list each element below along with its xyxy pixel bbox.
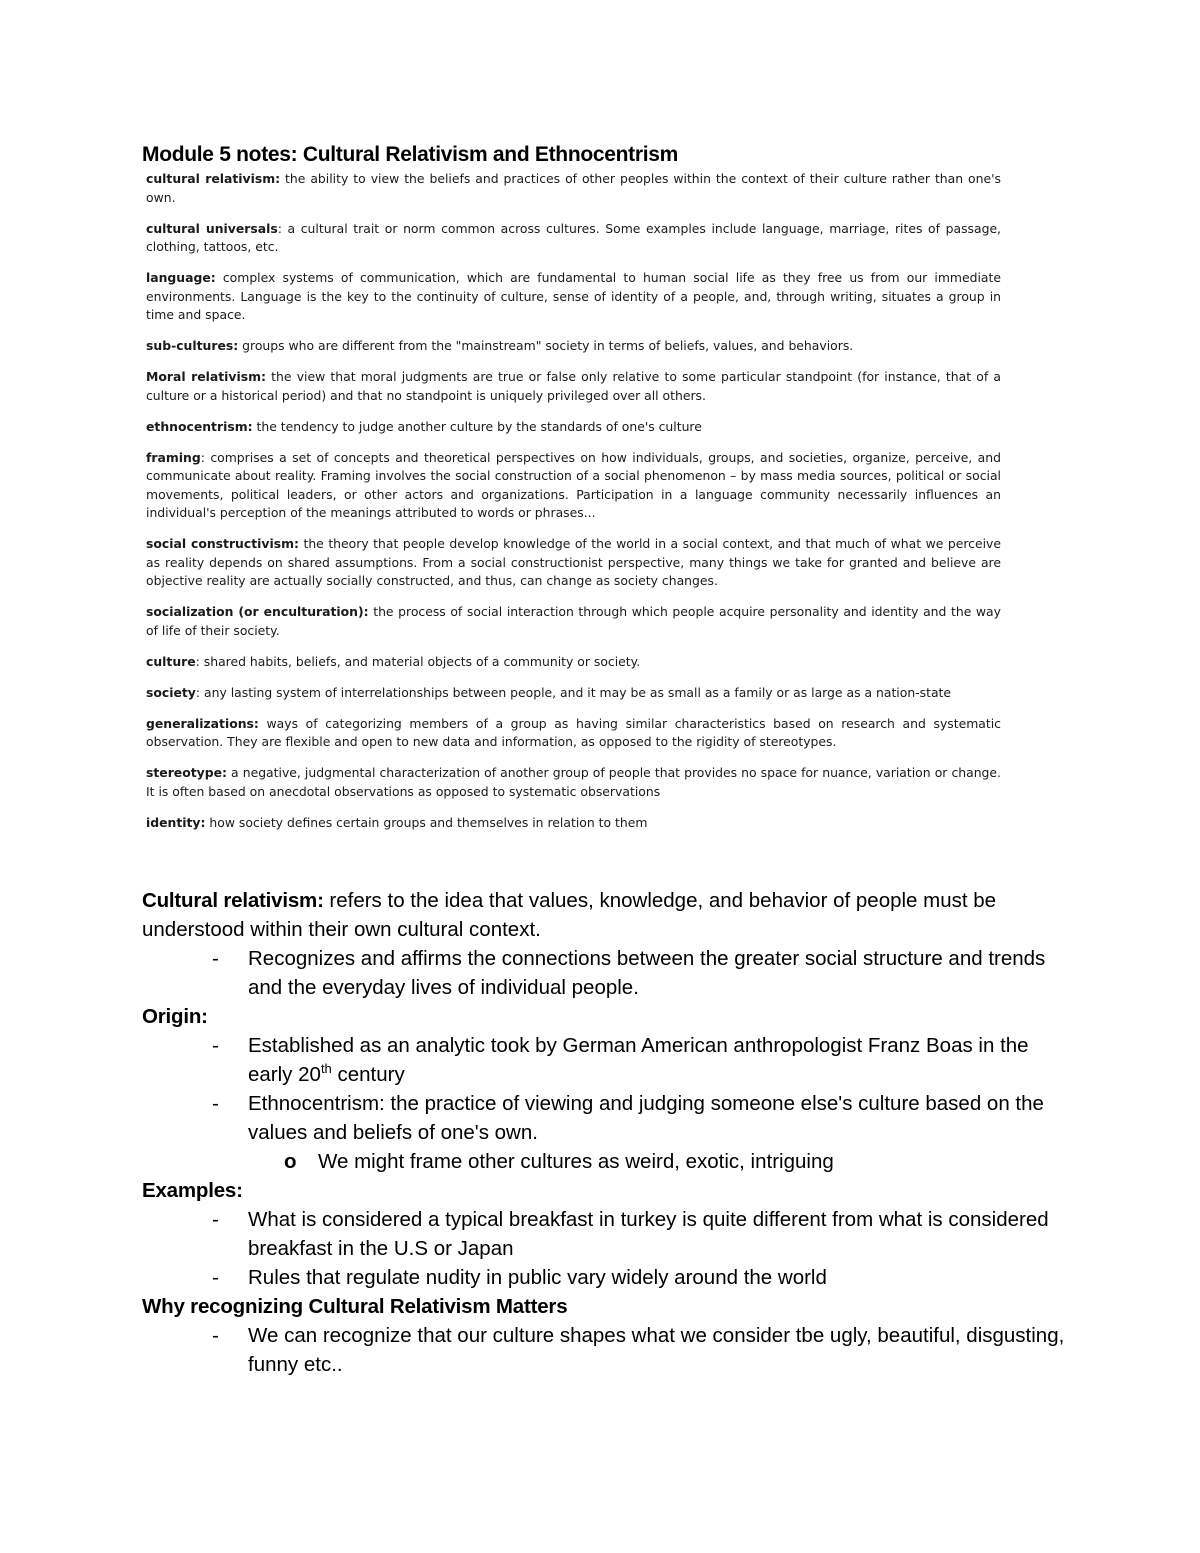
glossary-definition: the process of social interaction through which people acquire personality and identity and the way of life of their society. — [146, 604, 1001, 638]
glossary-entry — [146, 337, 1001, 356]
glossary-entry — [146, 368, 1001, 405]
glossary-definition: : any lasting system of interrelationships between people, and it may be as small as a family or as large as a nation-state — [195, 684, 952, 700]
glossary-definition: groups who are different from the "mainstream" society in terms of beliefs, values, and behaviors. — [238, 338, 854, 353]
glossary-term: cultural universals — [146, 220, 278, 236]
glossary-definition: : a cultural trait or norm common across cultures. Some examples include language, marriage, rites of passage, clothing, tattoos, etc. — [146, 220, 1001, 254]
glossary-entry — [146, 814, 1001, 833]
glossary-entry — [146, 535, 1001, 591]
glossary-entry — [146, 603, 1001, 640]
glossary-definition: how society defines certain groups and themselves in relation to them — [205, 814, 648, 830]
sub-list-item-text: We might frame other cultures as weird, exotic, intriguing — [318, 1150, 834, 1173]
glossary-term: social constructivism: — [146, 536, 299, 551]
glossary-entry — [146, 170, 1001, 207]
glossary-list — [146, 170, 1001, 845]
list-item-text: century — [331, 1063, 405, 1086]
list-item-text: Recognizes and affirms the connections between the greater social structure and trends and the everyday lives of individual people. — [248, 947, 1046, 999]
list-item-text: Ethnocentrism: the practice of viewing and judging someone else's culture based on the values and beliefs of one's own. — [248, 1092, 1044, 1144]
dash-bullet: - — [212, 1208, 219, 1231]
page-title: Module 5 notes: Cultural Relativism and Ethnocentrism — [142, 143, 679, 166]
glossary-term: Moral relativism: — [146, 369, 266, 384]
glossary-term: stereotype: — [146, 765, 227, 780]
glossary-term: sub-cultures: — [146, 338, 239, 353]
dash-bullet: - — [212, 1092, 219, 1115]
glossary-definition: the ability to view the beliefs and practices of other peoples within the context of their culture rather than one's own. — [146, 171, 1001, 205]
circle-bullet: o — [284, 1150, 297, 1173]
glossary-entry — [146, 220, 1001, 257]
list-item — [142, 1263, 1072, 1292]
glossary-entry — [146, 653, 1001, 672]
why-heading: Why recognizing Cultural Relativism Matters — [142, 1295, 568, 1318]
glossary-entry — [146, 715, 1001, 752]
glossary-entry — [146, 764, 1001, 801]
glossary-term: cultural relativism: — [146, 171, 281, 186]
cultural-relativism-text: refers to the idea that values, knowledge, and behavior of people must be understood within their own cultural context. — [142, 889, 997, 941]
origin-heading: Origin: — [142, 1005, 208, 1028]
cultural-relativism-term: Cultural relativism: — [142, 889, 324, 912]
glossary-entry — [146, 684, 1001, 703]
glossary-definition: : shared habits, beliefs, and material objects of a community or society. — [195, 653, 641, 669]
list-item-text: Rules that regulate nudity in public vary widely around the world — [248, 1266, 827, 1289]
list-item — [142, 944, 1072, 1002]
superscript: th — [320, 1061, 332, 1076]
list-item-text: Established as an analytic took by German American anthropologist Franz Boas in the early 20 — [248, 1034, 1029, 1086]
glossary-definition: ways of categorizing members of a group as having similar characteristics based on research and systematic observation. They are flexible and open to new data and information, as opposed to the rigidity of stereotypes. — [146, 715, 1001, 749]
list-item — [142, 1031, 1072, 1089]
glossary-term: ethnocentrism: — [146, 418, 253, 434]
glossary-term: language: — [146, 270, 216, 285]
dash-bullet: - — [212, 1324, 219, 1347]
notes-section — [142, 886, 1072, 1379]
dash-bullet: - — [212, 947, 219, 970]
glossary-entry — [146, 418, 1001, 437]
glossary-term: framing — [146, 449, 201, 465]
glossary-entry — [146, 449, 1001, 523]
list-item — [142, 1089, 1072, 1147]
sub-list-item — [142, 1147, 1072, 1176]
glossary-entry — [146, 269, 1001, 325]
glossary-definition: : comprises a set of concepts and theoretical perspectives on how individuals, groups, and societies, organize, perceive, and communicate about reality. Framing involves the social construction of a social phenomenon – by mass media sources, political or social movements, political leaders, or other actors and organizations. Participation in a language community necessarily influences an individual's perception of the meanings attributed to words or phrases... — [146, 449, 1001, 520]
glossary-term: generalizations: — [146, 715, 259, 731]
list-item — [142, 1205, 1072, 1263]
glossary-term: culture — [146, 653, 196, 669]
glossary-term: socialization (or enculturation): — [146, 604, 369, 619]
glossary-definition: a negative, judgmental characterization of another group of people that provides no space for nuance, variation or change. It is often based on anecdotal observations as opposed to systematic observations — [146, 765, 1001, 799]
list-item — [142, 1321, 1072, 1379]
cultural-relativism-definition — [142, 886, 1072, 944]
list-item-text: We can recognize that our culture shapes what we consider tbe ugly, beautiful, disgusting, funny etc.. — [248, 1324, 1065, 1376]
glossary-definition: the tendency to judge another culture by the standards of one's culture — [252, 418, 702, 434]
glossary-definition: the view that moral judgments are true or false only relative to some particular standpoint (for instance, that of a culture or a historical period) and that no standpoint is uniquely privileged over all others. — [146, 369, 1001, 403]
list-item-text: What is considered a typical breakfast in turkey is quite different from what is considered breakfast in the U.S or Japan — [248, 1208, 1049, 1260]
glossary-term: society — [146, 684, 196, 700]
dash-bullet: - — [212, 1266, 219, 1289]
glossary-definition: the theory that people develop knowledge of the world in a social context, and that much of what we perceive as reality depends on shared assumptions. From a social constructionist perspective, many things we take for granted and believe are objective reality are actually socially constructed, and thus, can change as society changes. — [146, 536, 1002, 588]
glossary-definition: complex systems of communication, which are fundamental to human social life as they free us from our immediate environments. Language is the key to the continuity of culture, sense of identity of a people, and, through writing, situates a group in time and space. — [146, 270, 1001, 322]
glossary-term: identity: — [146, 814, 206, 830]
examples-heading: Examples: — [142, 1179, 243, 1202]
dash-bullet: - — [212, 1034, 219, 1057]
